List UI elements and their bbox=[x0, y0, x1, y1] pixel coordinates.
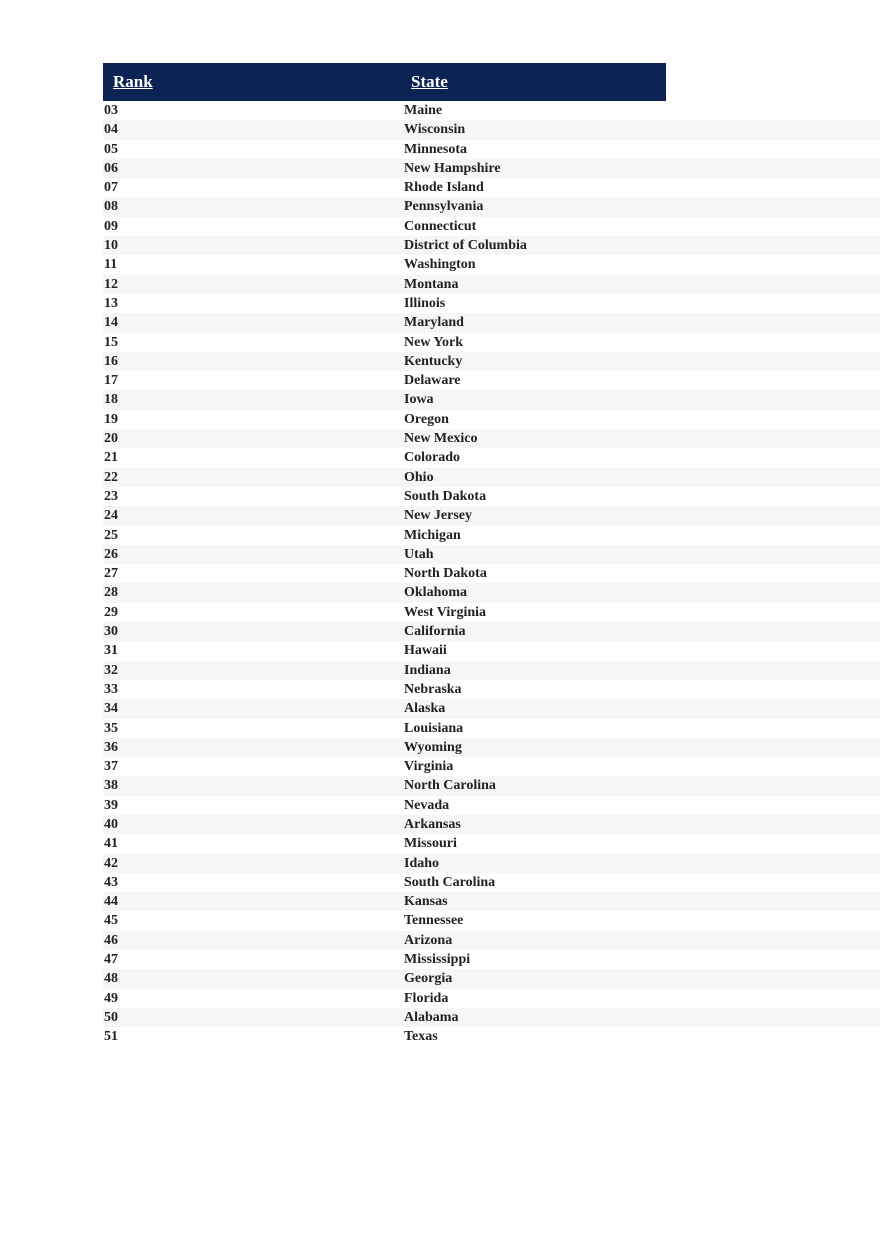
state-cell: Arizona bbox=[404, 932, 453, 948]
rank-cell: 36 bbox=[104, 739, 118, 755]
table-row bbox=[103, 969, 880, 988]
table-row bbox=[103, 989, 880, 1008]
state-cell: Colorado bbox=[404, 450, 460, 466]
rank-cell: 45 bbox=[104, 913, 118, 929]
state-cell: Pennsylvania bbox=[404, 199, 484, 215]
table-row bbox=[103, 468, 880, 487]
table-row bbox=[103, 622, 880, 641]
state-cell: West Virginia bbox=[404, 604, 487, 620]
state-cell: New Hampshire bbox=[404, 160, 501, 176]
rank-cell: 37 bbox=[104, 759, 118, 775]
rank-cell: 49 bbox=[104, 990, 118, 1006]
state-cell: South Dakota bbox=[404, 488, 487, 504]
rank-cell: 43 bbox=[104, 874, 118, 890]
rank-cell: 25 bbox=[104, 527, 118, 543]
state-cell: Montana bbox=[404, 276, 459, 292]
rank-cell: 40 bbox=[104, 816, 118, 832]
rank-cell: 14 bbox=[104, 315, 118, 331]
state-cell: Illinois bbox=[404, 295, 446, 311]
state-cell: Mississippi bbox=[404, 952, 471, 968]
rank-cell: 07 bbox=[104, 180, 118, 196]
table-row bbox=[103, 603, 880, 622]
rank-cell: 42 bbox=[104, 855, 118, 871]
rank-cell: 18 bbox=[104, 392, 118, 408]
state-cell: District of Columbia bbox=[404, 238, 527, 254]
table-row bbox=[103, 854, 880, 873]
rank-cell: 39 bbox=[104, 797, 118, 813]
state-cell: North Dakota bbox=[404, 566, 487, 582]
table-row bbox=[103, 275, 880, 294]
state-cell: Texas bbox=[404, 1029, 438, 1045]
state-cell: Iowa bbox=[404, 392, 434, 408]
rank-cell: 34 bbox=[104, 701, 118, 717]
rank-cell: 30 bbox=[104, 624, 118, 640]
table-row bbox=[103, 834, 880, 853]
table-row bbox=[103, 333, 880, 352]
table-header bbox=[103, 63, 666, 101]
state-cell: Maine bbox=[404, 103, 443, 118]
state-cell: Florida bbox=[404, 990, 449, 1006]
rank-cell: 38 bbox=[104, 778, 118, 794]
rank-cell: 51 bbox=[104, 1029, 118, 1045]
table-body bbox=[103, 101, 880, 1047]
table-row bbox=[103, 661, 880, 680]
state-cell: Virginia bbox=[404, 759, 454, 775]
table-row bbox=[103, 1027, 880, 1046]
state-cell: Connecticut bbox=[404, 218, 477, 234]
table-row bbox=[103, 738, 880, 757]
rank-cell: 23 bbox=[104, 488, 118, 504]
rank-cell: 10 bbox=[104, 238, 118, 254]
state-cell: Ohio bbox=[404, 469, 434, 485]
rank-cell: 19 bbox=[104, 411, 118, 427]
state-cell: Wisconsin bbox=[404, 122, 466, 138]
table-row bbox=[103, 680, 880, 699]
state-cell: Nevada bbox=[404, 797, 450, 813]
rank-cell: 05 bbox=[104, 141, 118, 157]
state-cell: New York bbox=[404, 334, 463, 350]
state-cell: Arkansas bbox=[404, 816, 461, 832]
rank-cell: 35 bbox=[104, 720, 118, 736]
state-cell: Alabama bbox=[404, 1009, 459, 1025]
table-row bbox=[103, 776, 880, 795]
state-cell: Maryland bbox=[404, 315, 464, 331]
rank-cell: 32 bbox=[104, 662, 118, 678]
rank-cell: 28 bbox=[104, 585, 118, 601]
table-row bbox=[103, 564, 880, 583]
rank-cell: 50 bbox=[104, 1009, 118, 1025]
table-row bbox=[103, 796, 880, 815]
table-row bbox=[103, 719, 880, 738]
table-row bbox=[103, 255, 880, 274]
rank-cell: 26 bbox=[104, 546, 118, 562]
rank-cell: 21 bbox=[104, 450, 118, 466]
table-row bbox=[103, 950, 880, 969]
state-cell: Michigan bbox=[404, 527, 461, 543]
table-row bbox=[103, 390, 880, 409]
table-row bbox=[103, 641, 880, 660]
rank-cell: 06 bbox=[104, 160, 118, 176]
state-cell: Rhode Island bbox=[404, 180, 484, 196]
state-cell: Georgia bbox=[404, 971, 453, 987]
rank-column-header: Rank bbox=[113, 72, 153, 91]
table-row bbox=[103, 757, 880, 776]
table-row bbox=[103, 120, 880, 139]
state-cell: Hawaii bbox=[404, 643, 447, 659]
state-cell: Washington bbox=[404, 257, 476, 273]
state-cell: Indiana bbox=[404, 662, 451, 678]
state-cell: Utah bbox=[404, 546, 434, 562]
state-cell: Nebraska bbox=[404, 681, 462, 697]
rank-cell: 12 bbox=[104, 276, 118, 292]
state-cell: Oklahoma bbox=[404, 585, 468, 601]
table-row bbox=[103, 410, 880, 429]
table-row bbox=[103, 429, 880, 448]
state-cell: Minnesota bbox=[404, 141, 467, 157]
table-row bbox=[103, 892, 880, 911]
rank-cell: 31 bbox=[104, 643, 118, 659]
table-row bbox=[103, 217, 880, 236]
rank-cell: 24 bbox=[104, 508, 118, 524]
rank-cell: 08 bbox=[104, 199, 118, 215]
table-row bbox=[103, 313, 880, 332]
table-row bbox=[103, 371, 880, 390]
rank-cell: 41 bbox=[104, 836, 118, 852]
state-cell: Kentucky bbox=[404, 353, 463, 369]
table-row bbox=[103, 506, 880, 525]
rank-cell: 29 bbox=[104, 604, 118, 620]
state-cell: Wyoming bbox=[404, 739, 462, 755]
state-cell: New Mexico bbox=[404, 431, 478, 447]
table-row bbox=[103, 526, 880, 545]
state-cell: Delaware bbox=[404, 373, 461, 389]
state-cell: Missouri bbox=[404, 836, 457, 852]
table-row bbox=[103, 159, 880, 178]
table-row bbox=[103, 911, 880, 930]
state-cell: North Carolina bbox=[404, 778, 496, 794]
state-cell: Kansas bbox=[404, 894, 448, 910]
table-row bbox=[103, 236, 880, 255]
rank-cell: 44 bbox=[104, 894, 118, 910]
rank-cell: 47 bbox=[104, 952, 118, 968]
rank-cell: 17 bbox=[104, 373, 118, 389]
table-row bbox=[103, 101, 880, 120]
rank-cell: 48 bbox=[104, 971, 118, 987]
state-cell: Alaska bbox=[404, 701, 446, 717]
state-cell: Tennessee bbox=[404, 913, 464, 929]
table-row bbox=[103, 583, 880, 602]
rank-cell: 13 bbox=[104, 295, 118, 311]
rank-cell: 16 bbox=[104, 353, 118, 369]
state-cell: South Carolina bbox=[404, 874, 496, 890]
table-row bbox=[103, 699, 880, 718]
table-row bbox=[103, 197, 880, 216]
rank-cell: 33 bbox=[104, 681, 118, 697]
rank-cell: 09 bbox=[104, 218, 118, 234]
table-row bbox=[103, 178, 880, 197]
table-row bbox=[103, 448, 880, 467]
state-cell: Oregon bbox=[404, 411, 449, 427]
rank-cell: 20 bbox=[104, 431, 118, 447]
table-row bbox=[103, 1008, 880, 1027]
state-cell: Idaho bbox=[404, 855, 440, 871]
rank-cell: 46 bbox=[104, 932, 118, 948]
rank-cell: 22 bbox=[104, 469, 118, 485]
rank-cell: 15 bbox=[104, 334, 118, 350]
table-row bbox=[103, 294, 880, 313]
table-row bbox=[103, 873, 880, 892]
table-row bbox=[103, 815, 880, 834]
table-row bbox=[103, 487, 880, 506]
table-row bbox=[103, 931, 880, 950]
rank-cell: 27 bbox=[104, 566, 118, 582]
rank-cell: 11 bbox=[104, 257, 118, 273]
table-row bbox=[103, 140, 880, 159]
rank-cell: 03 bbox=[104, 103, 118, 118]
table-row bbox=[103, 352, 880, 371]
state-cell: California bbox=[404, 624, 466, 640]
state-cell: Louisiana bbox=[404, 720, 464, 736]
table-row bbox=[103, 545, 880, 564]
state-column-header: State bbox=[411, 72, 448, 91]
rank-cell: 04 bbox=[104, 122, 118, 138]
state-cell: New Jersey bbox=[404, 508, 473, 524]
